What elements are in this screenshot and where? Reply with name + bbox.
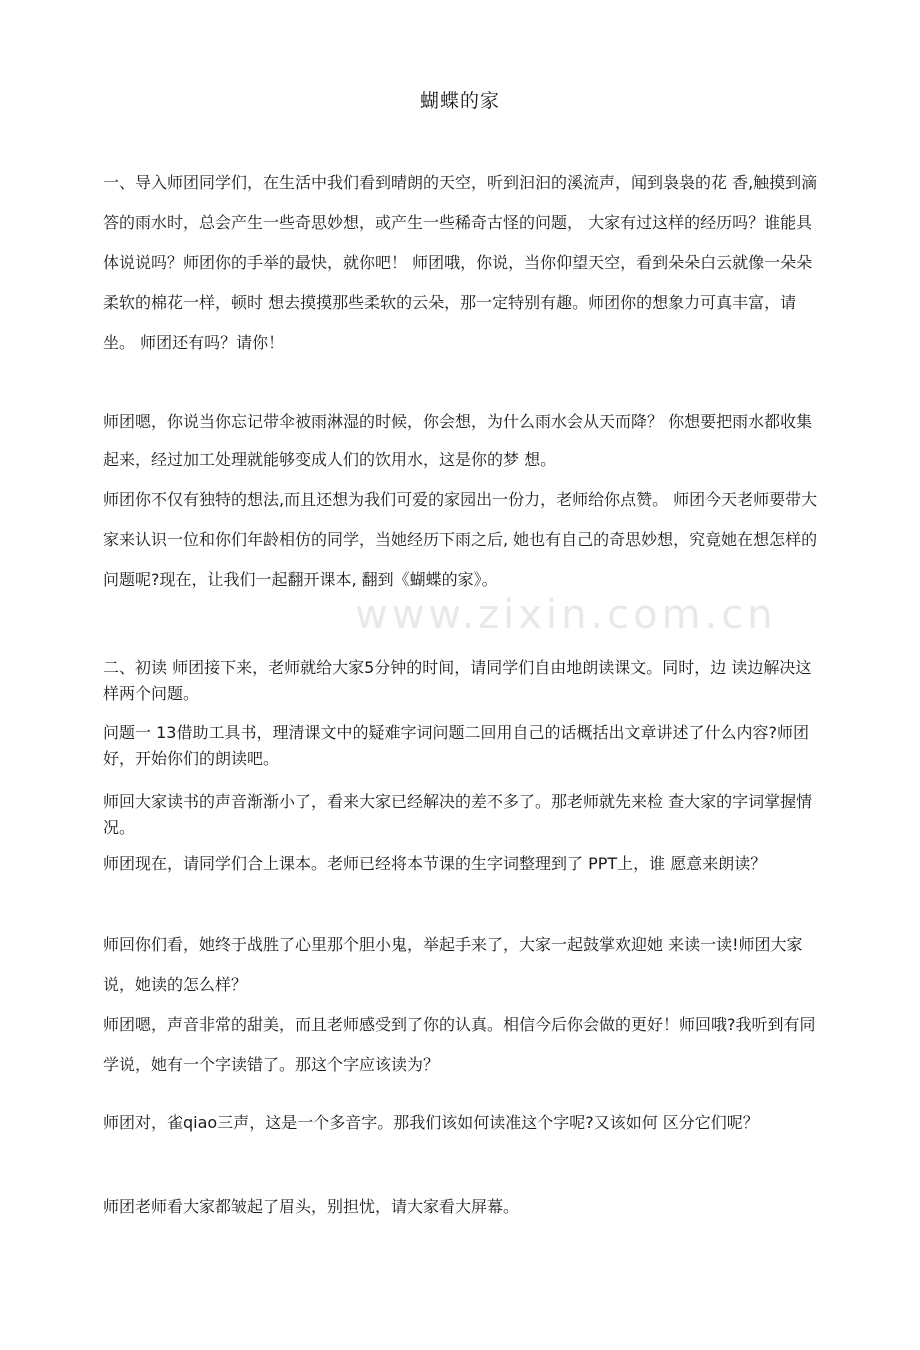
paragraph-feedback: 师团嗯，声音非常的甜美，而且老师感受到了你的认真。相信今后你会做的更好！师回哦?我听到有同学说，她有一个字读错了。那这个字应该读为？ xyxy=(103,1015,816,1074)
paragraph-check-words: 师回大家读书的声音渐渐小了，看来大家已经解决的差不多了。那老师就先来检 查大家的字词掌握情况。 xyxy=(103,792,813,837)
paragraph-questions: 问题一 13借助工具书，理清课文中的疑难字词问题二回用自己的话概括出文章讲述了什么内容?师团好，开始你们的朗读吧。 xyxy=(103,723,809,768)
document-title: 蝴蝶的家 xyxy=(419,90,500,112)
paragraph-ppt: 师团现在，请同学们合上课本。老师已经将本节课的生字词整理到了 PPT上，谁 愿意来朗读？ xyxy=(103,854,767,873)
paragraph-polyphone: 师团对，雀qiao三声，这是一个多音字。那我们该如何读准这个字呢?又该如何 区分它们呢？ xyxy=(103,1113,759,1132)
watermark: www.zixin.com.cn xyxy=(355,592,777,638)
paragraph-applause: 师回你们看，她终于战胜了心里那个胆小鬼，举起手来了，大家一起鼓掌欢迎她 来读一读!师团大家说，她读的怎么样？ xyxy=(103,935,803,994)
paragraph-intro: 一、导入师团同学们，在生活中我们看到晴朗的天空，听到汩汩的溪流声，闻到袅袅的花 香,触摸到滴答的雨水时，总会产生一些奇思妙想，或产生一些稀奇古怪的问题， 大家有过这样的经历吗？谁能具体说说吗？师团你的手举的最快，就你吧！ 师团哦，你说，当你仰望天空，看到朵朵白云就像一朵朵柔软的棉花一样，顿时 想去摸摸那些柔软的云朵，那一定特别有趣。师团你的想象力可真丰富，请坐。 师团还有吗？请你！ xyxy=(103,173,818,352)
paragraph-praise: 师团你不仅有独特的想法,而且还想为我们可爱的家园出一份力，老师给你点赞。 师团今天老师要带大家来认识一位和你们年龄相仿的同学，当她经历下雨之后, 她也有自己的奇思妙想，究竟她在想怎样的问题呢?现在，让我们一起翻开课本, 翻到《蝴蝶的家》。 xyxy=(103,490,818,589)
paragraph-big-screen: 师团老师看大家都皱起了眉头，别担忧，请大家看大屏幕。 xyxy=(103,1197,520,1216)
paragraph-rain: 师团嗯，你说当你忘记带伞被雨淋湿的时候，你会想，为什么雨水会从天而降？ 你想要把雨水都收集起来，经过加工处理就能够变成人们的饮用水，这是你的梦 想。 xyxy=(103,412,813,469)
paragraph-first-reading: 二、初读 师团接下来，老师就给大家5分钟的时间，请同学们自由地朗读课文。同时，边 读边解决这样两个问题。 xyxy=(103,658,812,703)
